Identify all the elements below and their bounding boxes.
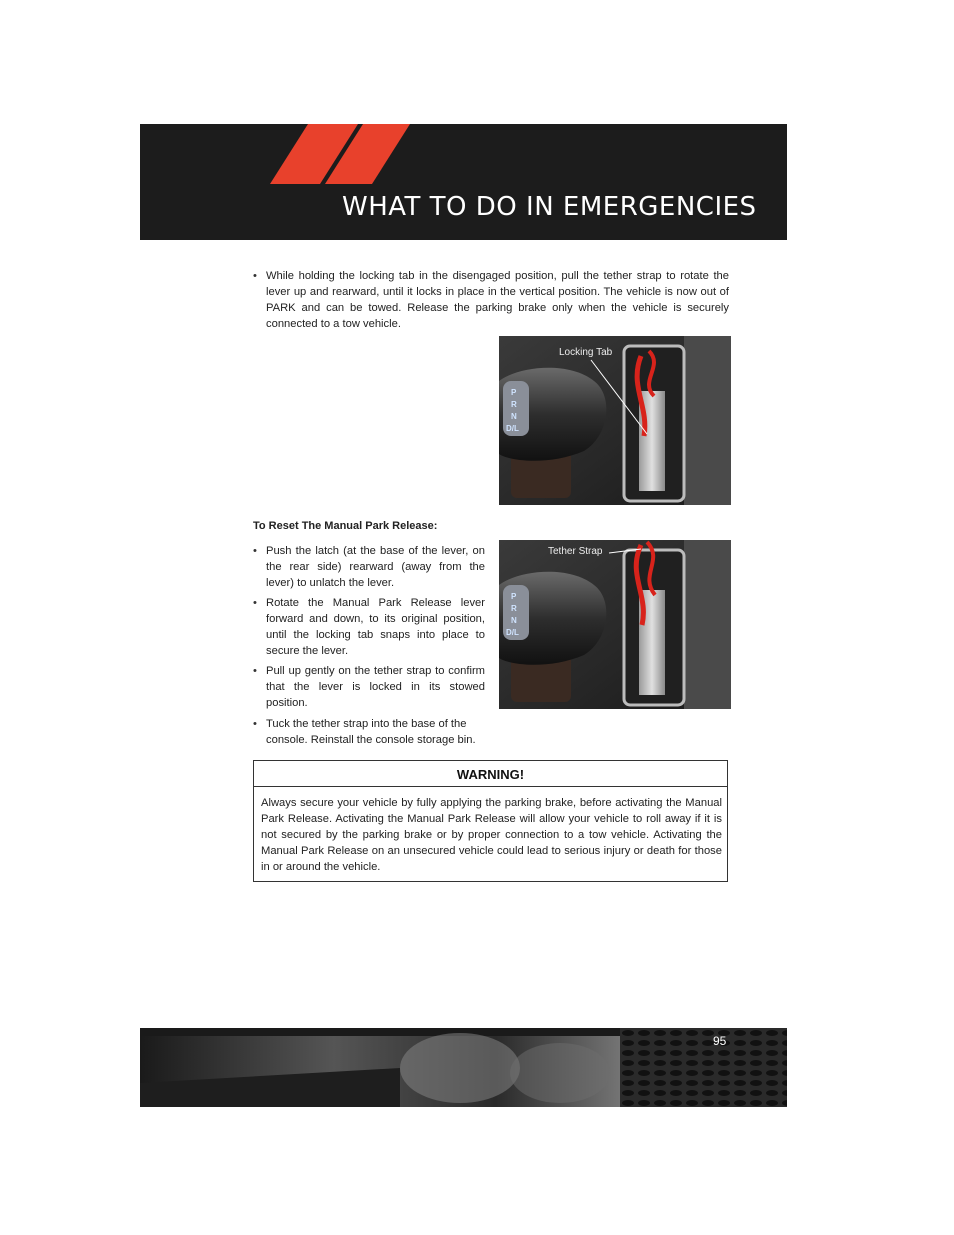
shifter-letter: R [511,400,517,409]
reset-bullet-marker: • [253,665,257,677]
reset-bullet-2: Rotate the Manual Park Release lever forward and down, to its original position, until the locking tab snaps into place to secure the lever. [266,597,485,657]
reset-bullet-1: Push the latch (at the base of the lever, on the rear side) rearward (away from the lever) to unlatch the lever. [266,545,485,589]
page-number: 95 [713,1034,727,1048]
brand-stripes-icon [140,124,440,240]
reset-bullet-3: Pull up gently on the tether strap to confirm that the lever is locked in its stowed position. [266,665,485,709]
reset-bullet-4: Tuck the tether strap into the base of the console. Reinstall the console storage bin. [266,718,476,746]
shifter-letter: D/L [506,424,519,433]
reset-bullet-marker: • [253,718,257,730]
photo-tether-strap [499,540,731,709]
shifter-letter: D/L [506,628,519,637]
reset-heading: To Reset The Manual Park Release: [253,520,438,532]
footer-background-image [140,1028,787,1107]
intro-bullet-marker: • [253,270,257,282]
chapter-title: WHAT TO DO IN EMERGENCIES [342,192,757,222]
shifter-letter: P [511,388,517,397]
intro-paragraph: While holding the locking tab in the disengaged position, pull the tether strap to rotate the lever up and rearward, until it locks in place in the vertical position. The vehicle is now out of PARK and can be towed. Release the parking brake only when the vehicle is securely connected to a tow vehicle. [266,270,729,330]
shifter-letter: P [511,592,517,601]
footer-banner [140,1028,787,1107]
warning-box [253,760,728,882]
photo-label-locking-tab: Locking Tab [559,347,613,358]
photo-locking-tab [499,336,731,505]
warning-text: Always secure your vehicle by fully applying the parking brake, before activating the Manual Park Release. Activating the Manual Park Release will allow your vehicle to roll away if it is not secured by the parking brake or by proper connection to a tow vehicle. Activating the Manual Park Release on an unsecured vehicle could lead to serious injury or death for those in or around the vehicle. [261,797,722,873]
shifter-letter: N [511,412,517,421]
photo-label-tether-strap: Tether Strap [548,546,603,557]
shifter-letter: N [511,616,517,625]
reset-bullet-marker: • [253,545,257,557]
warning-title: WARNING! [254,761,727,787]
reset-bullet-marker: • [253,597,257,609]
chapter-header-banner [140,124,787,240]
shifter-letter: R [511,604,517,613]
